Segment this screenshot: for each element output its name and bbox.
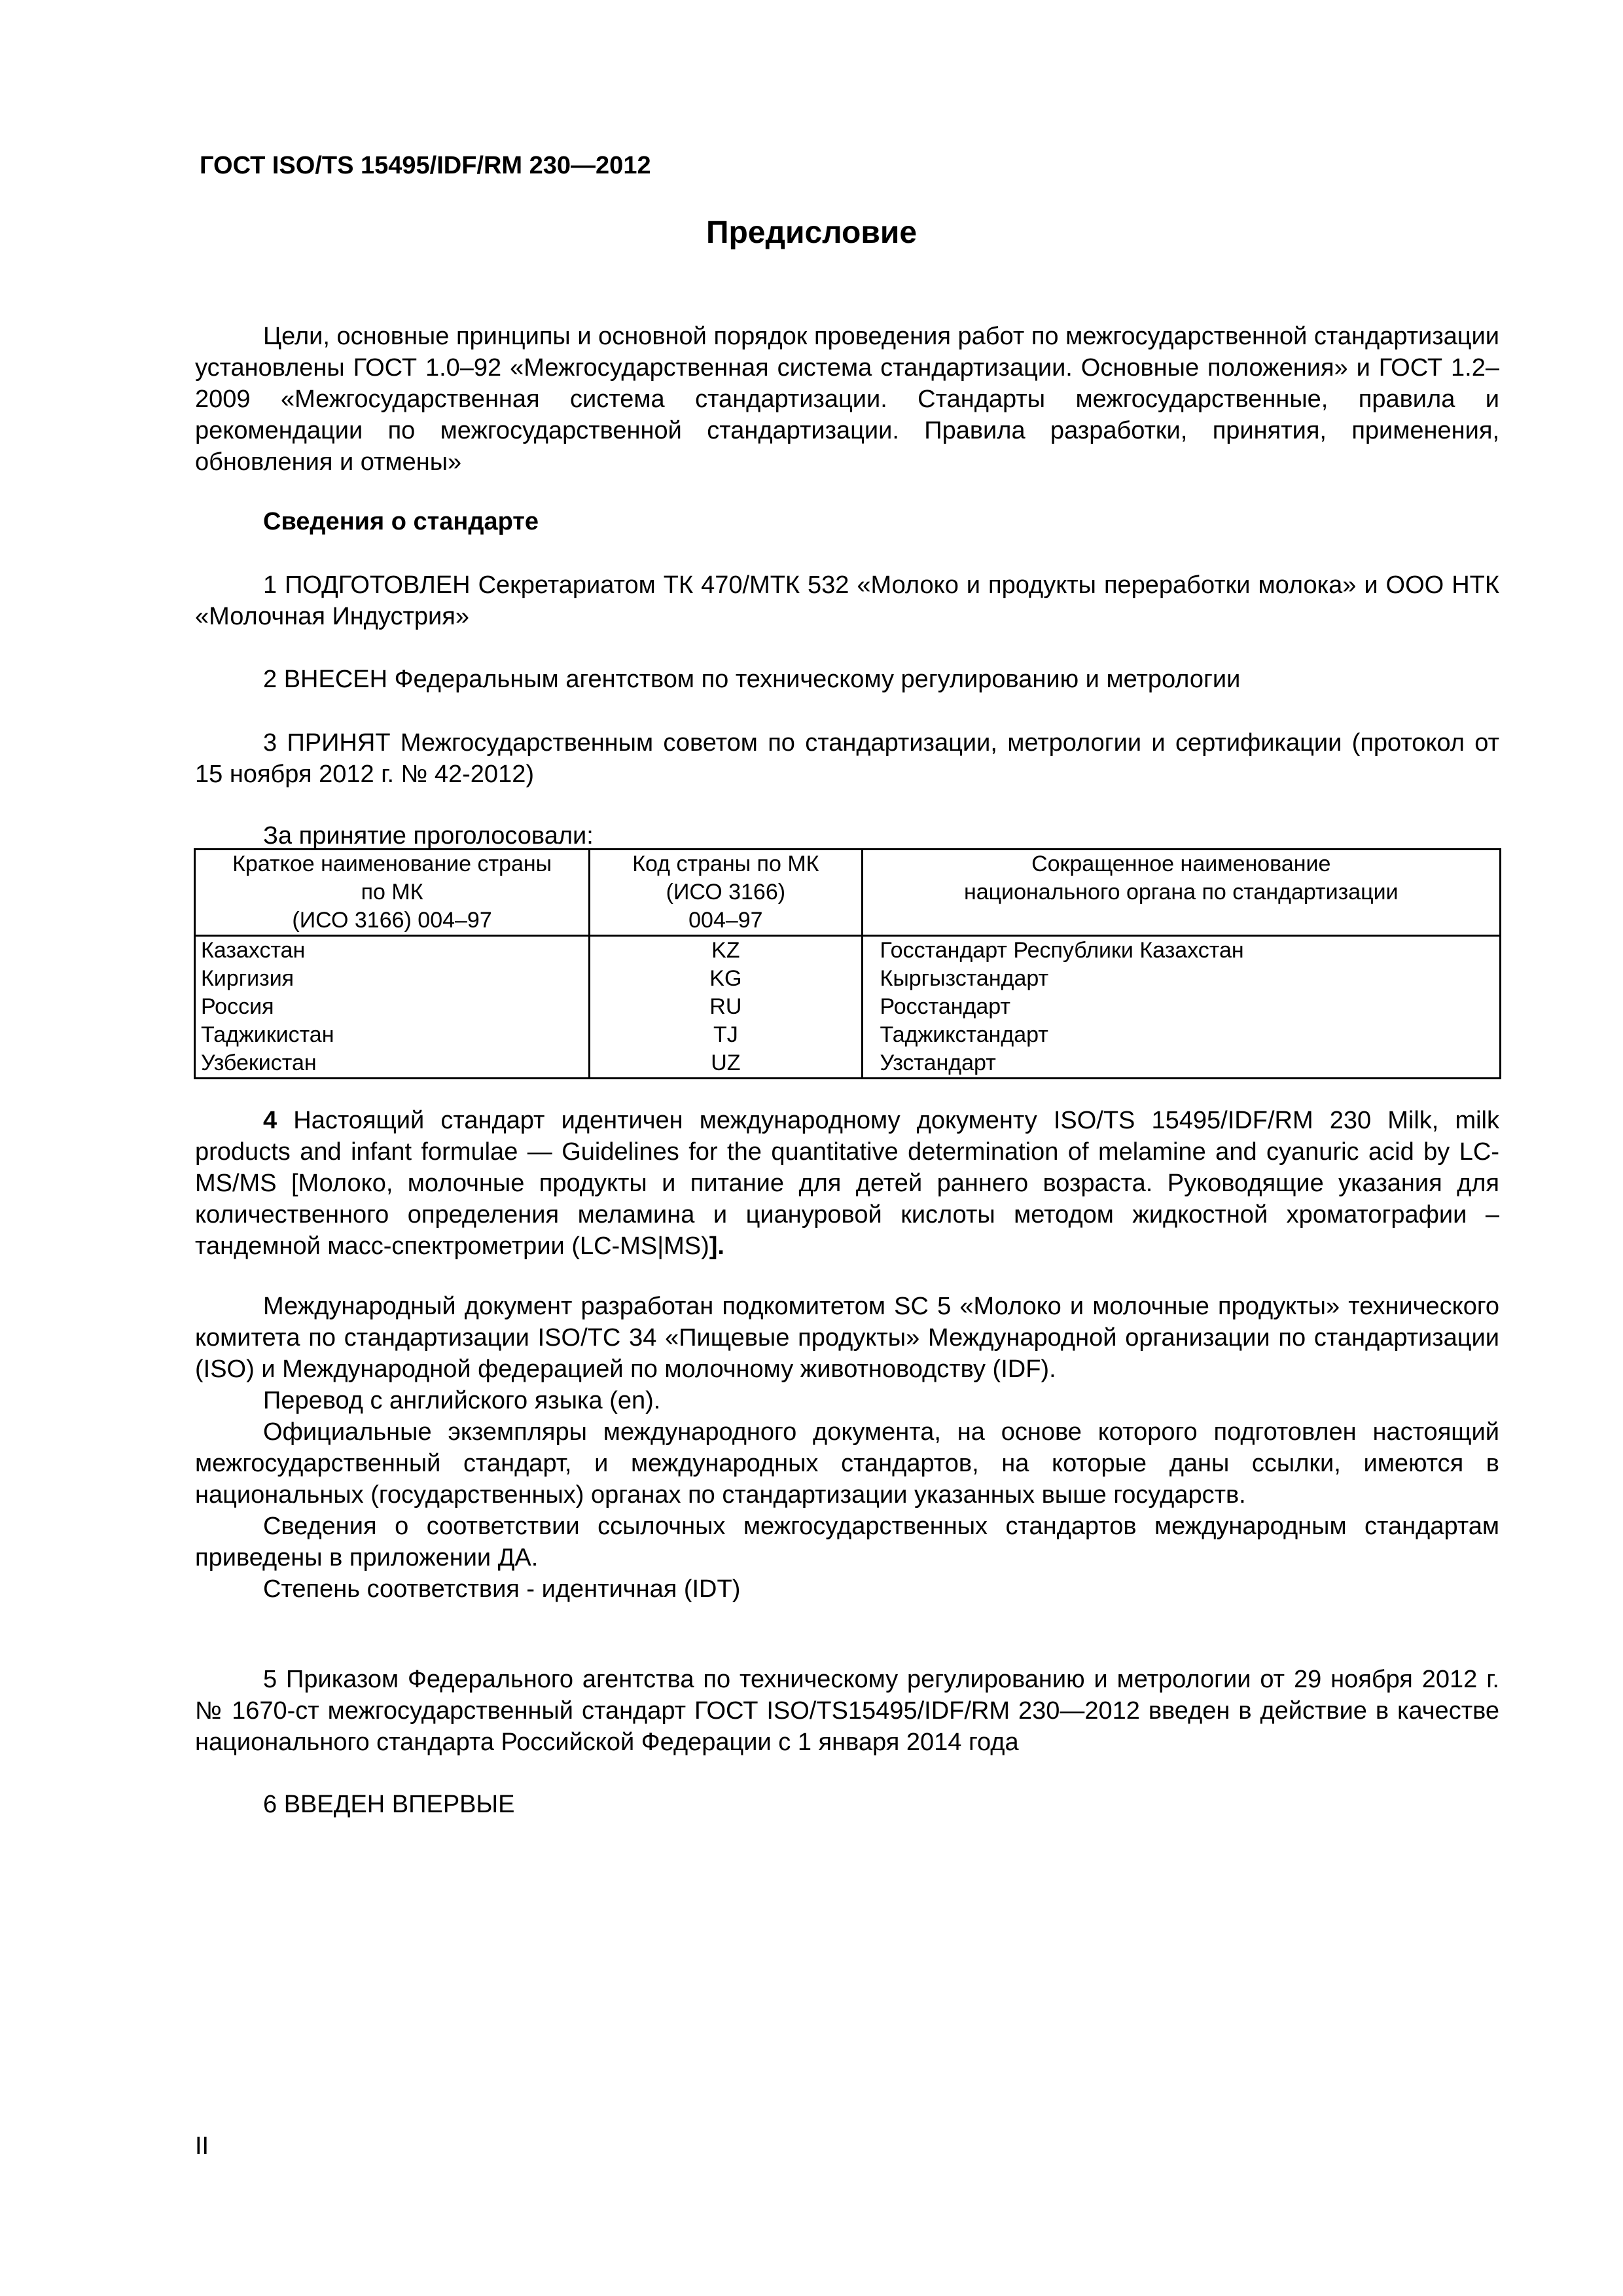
item6-paragraph: 6 ВВЕДЕН ВПЕРВЫЕ	[263, 1791, 515, 1818]
country-name: Киргизия	[195, 965, 590, 993]
item5-paragraph: 5 Приказом Федерального агентства по техническому регулированию и метрологии от 29 ноября 2012 г. № 1670-ст межгосударственный стандарт ГОСТ ISO/TS15495/IDF/RM 230—2012 введен в действие в качестве национального стандарта Российской Федерации с 1 января 2014 года	[195, 1666, 1499, 1756]
item4-text: Настоящий стандарт идентичен международному документу ISO/TS 15495/IDF/RM 230 Milk, milk products and infant formulae — Guidelines for the quantitative determination of melamine and cyanuric acid by LC-MS/MS [Молоко, молочные продукты и питание для детей раннего возраста. Руководящие указания для количественного определения меламина и циануровой кислоты методом жидкостной хроматографии – тандемной масс-спектрометрии (LC-MS|MS)	[195, 1107, 1499, 1260]
item1-paragraph: 1 ПОДГОТОВЛЕН Секретариатом ТК 470/МТК 532 «Молоко и продукты переработки молока» и ООО НТК «Молочная Индустрия»	[195, 571, 1499, 630]
voted-label: За принятие проголосовали:	[263, 822, 594, 850]
table-header-row	[195, 850, 1501, 936]
standards-body: Таджикстандарт	[862, 1021, 1500, 1049]
country-name: Таджикистан	[195, 1021, 590, 1049]
item3-paragraph: 3 ПРИНЯТ Межгосударственным советом по стандартизации, метрологии и сертификации (протокол от 15 ноября 2012 г. № 42-2012)	[195, 729, 1499, 788]
country-name: Казахстан	[195, 936, 590, 965]
item4-paragraph	[195, 1105, 1499, 1262]
standards-body: Госстандарт Республики Казахстан	[862, 936, 1500, 965]
item6-block	[195, 1789, 1499, 1820]
header-standards-body: Сокращенное наименование национального органа по стандартизации	[862, 850, 1500, 936]
international-block	[195, 1291, 1499, 1605]
header-country-name: Краткое наименование страны по МК (ИСО 3166) 004–97	[195, 850, 590, 936]
country-code: KZ	[590, 936, 862, 965]
intl-paragraph-2: Перевод с английского языка (en).	[263, 1387, 661, 1414]
item3-block	[195, 727, 1499, 790]
country-name: Узбекистан	[195, 1049, 590, 1079]
item2-paragraph: 2 ВНЕСЕН Федеральным агентством по техническому регулированию и метрологии	[263, 666, 1241, 693]
intl-paragraph-4: Сведения о соответствии ссылочных межгосударственных стандартов международным стандартам приведены в приложении ДА.	[195, 1513, 1499, 1571]
section-heading: Сведения о стандарте	[263, 508, 539, 535]
intro-block	[195, 321, 1499, 478]
item2-block	[195, 664, 1499, 695]
intl-paragraph-1: Международный документ разработан подкомитетом SC 5 «Молоко и молочные продукты» технического комитета по стандартизации ISO/TC 34 «Пищевые продукты» Международной организации по стандартизации (ISO) и Международной федерацией по молочному животноводству (IDF).	[195, 1293, 1499, 1383]
page-number: II	[195, 2132, 209, 2160]
item1-block	[195, 569, 1499, 632]
item5-block	[195, 1664, 1499, 1758]
table-row	[195, 965, 1501, 993]
item4-closing: ].	[709, 1232, 724, 1260]
table-row	[195, 1049, 1501, 1079]
document-code-header: ГОСТ ISO/TS 15495/IDF/RM 230—2012	[200, 152, 651, 179]
header-country-code: Код страны по МК (ИСО 3166) 004–97	[590, 850, 862, 936]
intl-paragraph-5: Степень соответствия - идентичная (IDT)	[263, 1575, 741, 1603]
table-row	[195, 1021, 1501, 1049]
section-heading-block	[195, 506, 1499, 537]
voted-label-block	[195, 820, 1499, 852]
country-name: Россия	[195, 993, 590, 1021]
intl-paragraph-3: Официальные экземпляры международного документа, на основе которого подготовлен настоящий межгосударственный стандарт, и международных стандартов, на которые даны ссылки, имеются в национальных (государственных) органах по стандартизации указанных выше государств.	[195, 1418, 1499, 1509]
standards-body: Кыргызстандарт	[862, 965, 1500, 993]
voting-countries-table	[194, 848, 1501, 1079]
country-code: RU	[590, 993, 862, 1021]
item4-block	[195, 1105, 1499, 1262]
standards-body: Узстандарт	[862, 1049, 1500, 1079]
table-row	[195, 993, 1501, 1021]
intro-paragraph: Цели, основные принципы и основной порядок проведения работ по межгосударственной стандартизации установлены ГОСТ 1.0–92 «Межгосударственная система стандартизации. Основные положения» и ГОСТ 1.2–2009 «Межгосударственная система стандартизации. Стандарты межгосударственные, правила и рекомендации по межгосударственной стандартизации. Правила разработки, принятия, применения, обновления и отмены»	[195, 323, 1499, 476]
country-code: UZ	[590, 1049, 862, 1079]
item4-number: 4	[263, 1107, 277, 1134]
country-code: KG	[590, 965, 862, 993]
table-row	[195, 936, 1501, 965]
country-code: TJ	[590, 1021, 862, 1049]
page-title: Предисловие	[705, 215, 918, 250]
standards-body: Росстандарт	[862, 993, 1500, 1021]
